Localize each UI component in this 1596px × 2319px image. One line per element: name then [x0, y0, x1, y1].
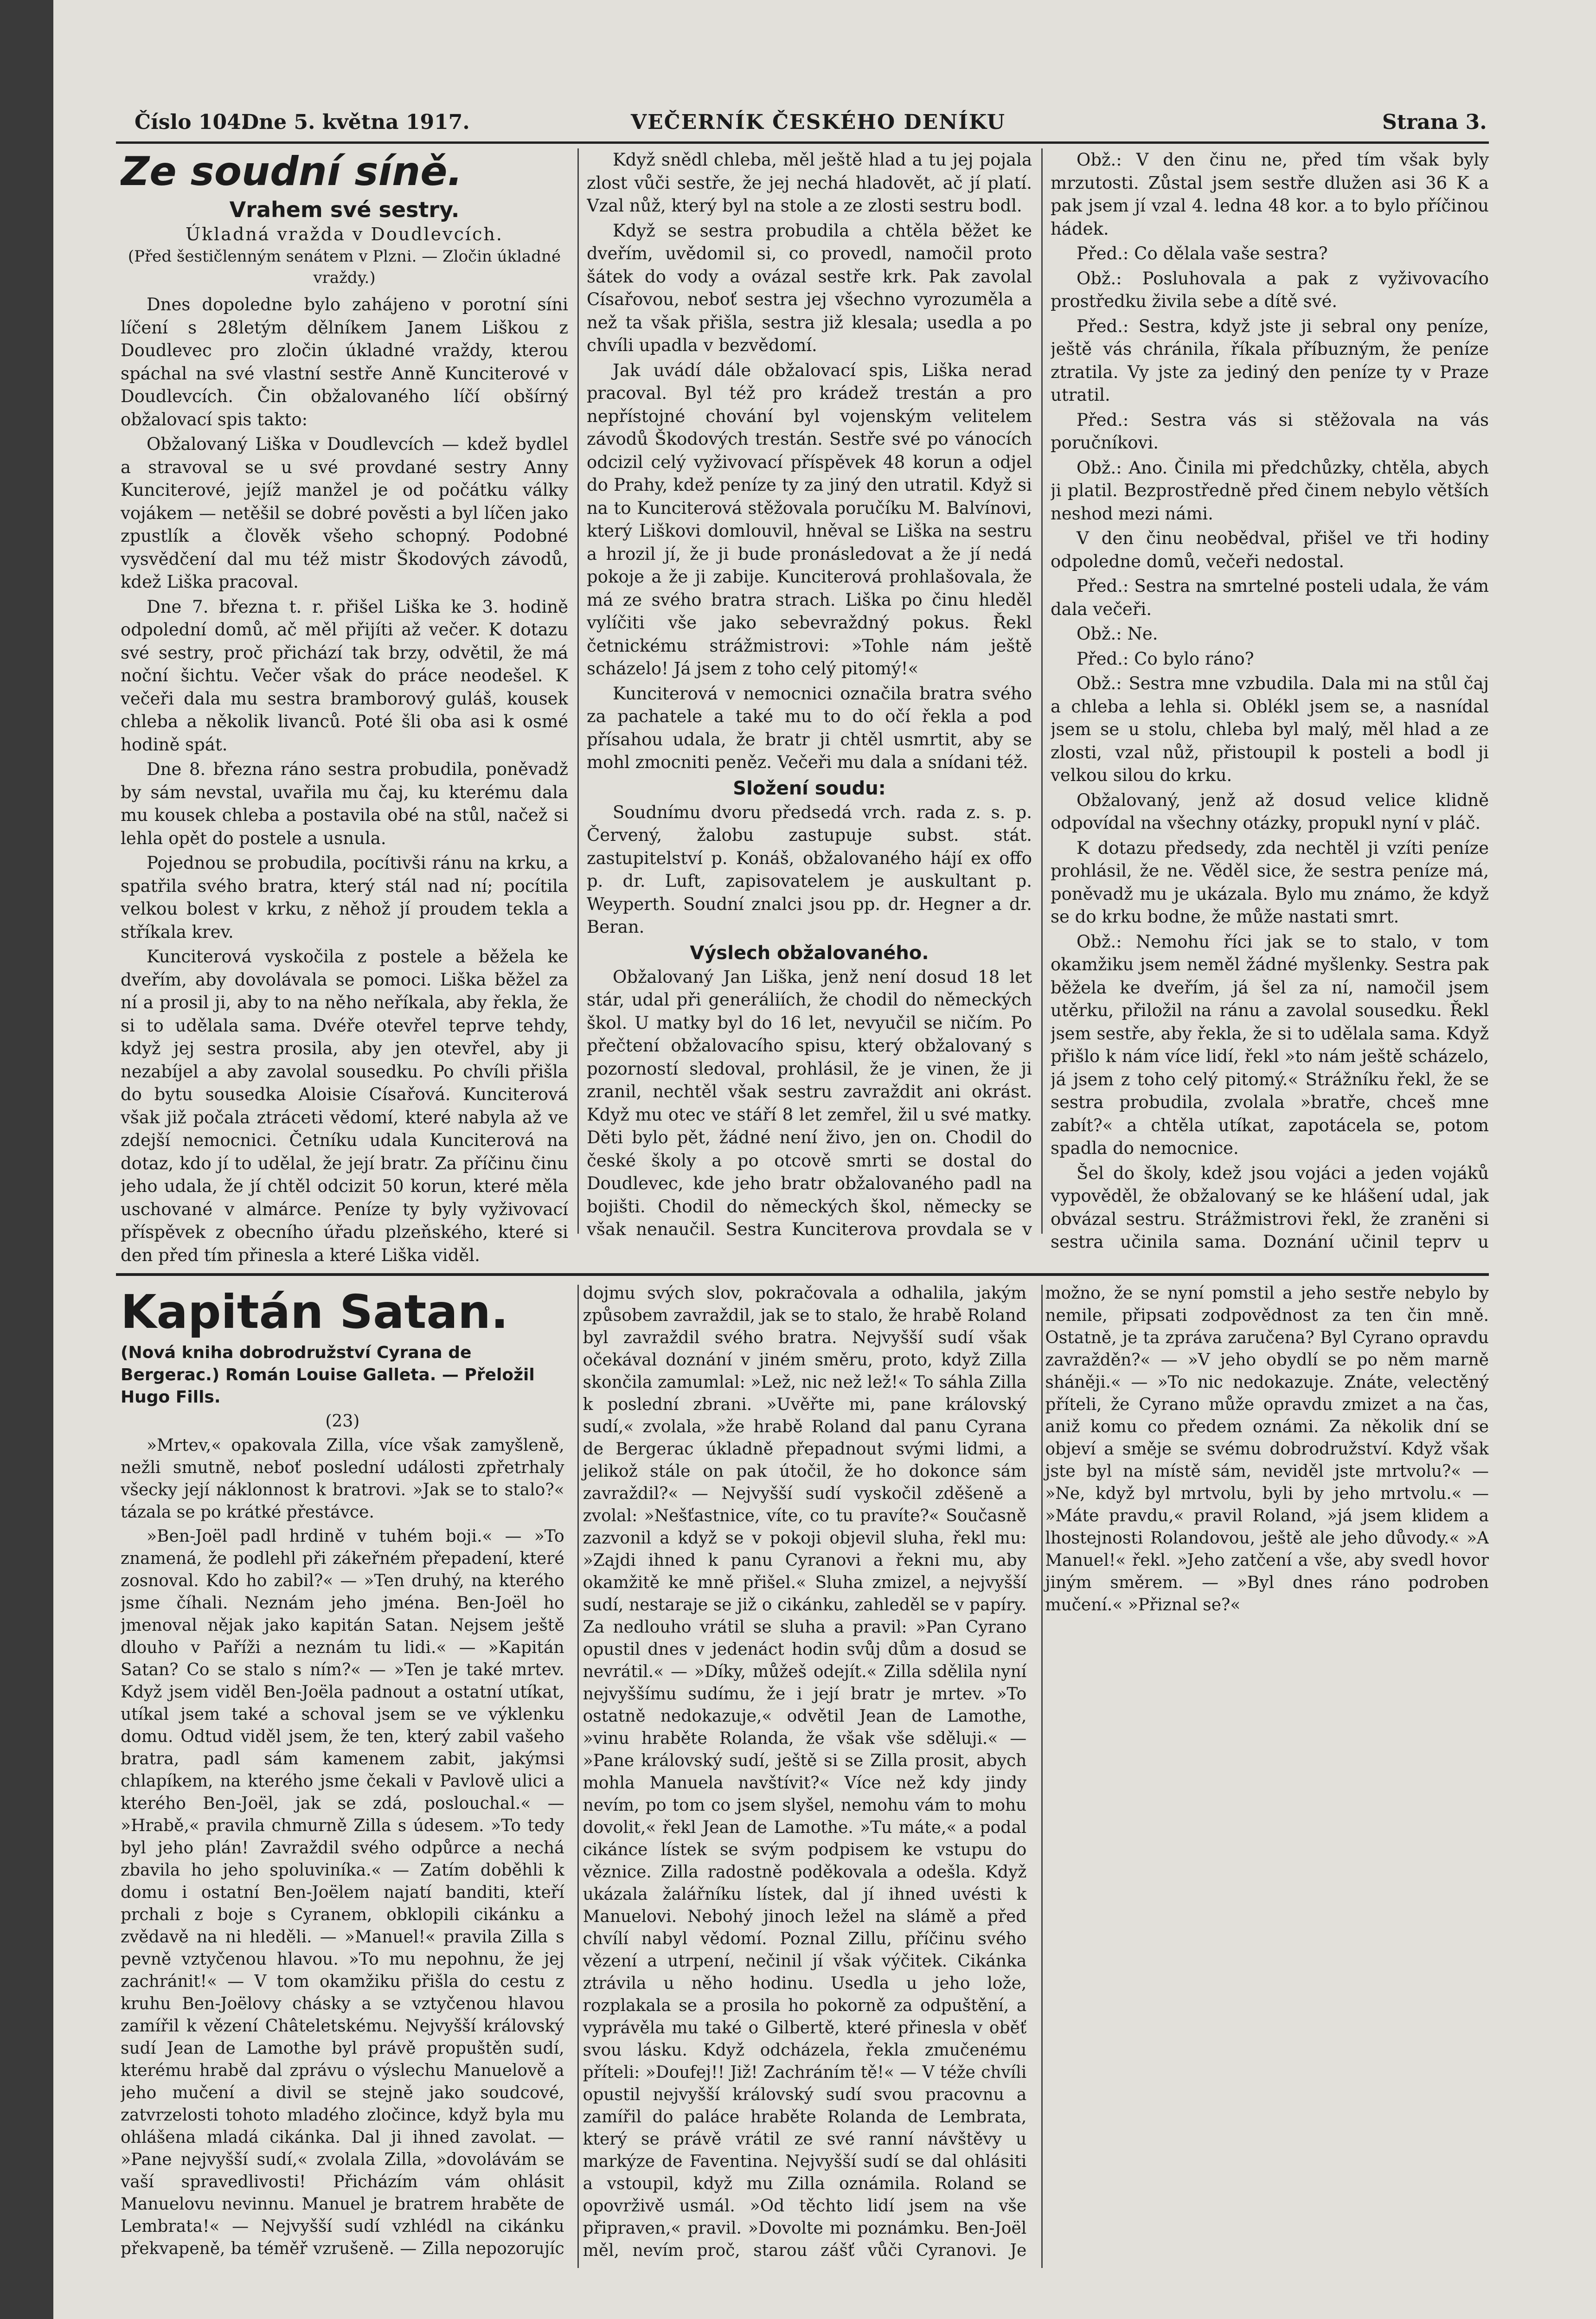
column-rule — [1041, 148, 1043, 1234]
issue-number: Číslo 104. — [135, 110, 249, 134]
page-number: Strana 3. — [1382, 110, 1487, 134]
section-separator — [116, 1273, 1489, 1276]
court-column-2 — [587, 148, 1032, 1243]
dialogue-line: Šel do školy, kdež jsou vojáci a jeden vojáků vypověděl, že obžalovaný se ke hlášení udal, jak obvázal sestru. Strážmistrovi řekl, že zraněni si sestra učinila sama. Doznání učinil teprv u — [1051, 1163, 1489, 1252]
dialogue-line: Obž.: V den činu ne, před tím však byly mrzutosti. Zůstal jsem sestře dlužen asi 36 K a pak jsem jí vzal 4. ledna 48 kor. a to bylo příčinou hádek. — [1051, 150, 1489, 239]
header-rule — [116, 141, 1489, 144]
article-headline: Vrahem své sestry. — [229, 197, 460, 222]
dialogue-line: V den činu neobědval, přišel ve tři hodiny odpoledne domů, večeři nedostal. — [1051, 528, 1489, 571]
issue-date: Dne 5. května 1917. — [241, 110, 470, 134]
court-column-3 — [1051, 148, 1489, 1252]
adjacent-page-edge — [5, 56, 49, 2282]
paragraph: Kunciterová v nemocnici označila bratra svého za pachatele a také mu to do očí řekla a pod přísahou udala, že bratr ji chtěl usmrtit, aby se mohl zmocniti peněz. Večeři mu dala a snídani též. — [587, 683, 1032, 772]
article-subheadline: Úkladná vražda v Doudlevcích. — [186, 224, 503, 244]
dialogue-line: Před.: Co bylo ráno? — [1077, 648, 1254, 669]
paragraph: Obžalovaný Liška v Doudlevcích — kdež bydlel a stravoval se u své provdané sestry Anny Kunciterové, jejíž manžel je od počátku války vojákem — netěšil se dobré pověsti a byl líčen jako zpustlík a člověk všeho schopný. Podobné vysvědčení dal mu též mistr Škodových závodů, kdež Liška pracoval. — [121, 434, 568, 592]
paragraph: Dne 7. března t. r. přišel Liška ke 3. hodině odpolední domů, ač měl přijíti až večer. K dotazu své sestry, proč přichází tak brzy, odvětil, že má noční šichtu. Večer však do práce neodešel. K večeři dala mu sestra bramborový guláš, kousek chleba a několik livanců. Poté šli oba asi k osmé hodině spát. — [121, 596, 568, 755]
court-column-1 — [121, 148, 568, 1266]
section-title: Ze soudní síně. — [121, 148, 463, 195]
dialogue-line: Obž.: Ne. — [1077, 624, 1158, 644]
serial-subtitle: (Nová kniha dobrodružství Cyrana de Bergerac.) Román Louise Galleta. — Přeložil Hugo Fills. — [121, 1343, 535, 1407]
paragraph: Kunciterová vyskočila z postele a běžela ke dveřím, aby dovolávala se pomoci. Liška běžel za ní a prosil ji, aby to na něho neříkala, aby řekla, že si to udělala sama. Dvéře otevřel teprve tehdy, když jej sestra prosila, aby jen otevřel, aby ji nezabíjel a aby zavolal sousedku. Po chvíli přišla do bytu sousedka Aloisie Císařová. Kunciterová však již počala ztráceti vědomí, které nabyla až ve zdejší nemocnici. Četníku udala Kunciterová na dotaz, kdo jí to udělal, že její bratr. Za příčinu činu jeho udala, že jí chtěl odcizit 50 korun, které měla uschované v almárce. Peníze ty byly vyživovací příspěvek z obecního úřadu plzeňského, které si den před tím přinesla a které Liška viděl. — [121, 947, 568, 1265]
dialogue-line: K dotazu předsedy, zda nechtěl ji vzíti peníze prohlásil, že ne. Věděl sice, že sestra peníze má, poněvadž mu je ukázala. Bylo mu známo, že když se do krku bodne, že může nastati smrt. — [1051, 838, 1489, 927]
column-rule — [577, 148, 579, 1234]
paragraph: »Ben-Joël padl hrdině v tuhém boji.« — »To znamená, že podlehl při zákeřném přepadení, které zosnoval. Kdo ho zabil?« — »Ten druhý, na kterého jsme číhali. Neznám jeho jména. Ben-Joël ho jmenoval nějak jako kapitán Satan. Nejsem ještě dlouho v Paříži a neznám tu lidi.« — »Kapitán Satan? Co se stalo s ním?« — »Ten je také mrtev. Když jsem viděl Ben-Joëla padnout a ostatní utíkat, utíkal jsem také a schoval jsem se ve výklenku domu. Odtud viděl jsem, že ten, který zabil vašeho bratra, padl sám kamenem zabit, jakýmsi chlapíkem, na kterého jsme čekali v Pavlově ulici a kterého Ben-Joël, jak se zdá, poslouchal.« — »Hrabě,« pravila chmurně Zilla s údesem. »To tedy byl jeho plán! Zavraždil svého odpůrce a nechá zbavila ho jeho spoluviníka.« — Zatím doběhli k domu i ostatní Ben-Joëlem najatí banditi, kteří prchali z boje s Cyranem, obklopili cikánku a zvědavě na ni hleděli. — »Manuel!« pravila Zilla s pevně vztyčenou hlavou. »To mu nepohnu, že jej zachránit!« — V tom okamžiku přišla do cestu z kruhu Ben-Joëlovy chásky a se vztyčenou hlavou zamířil k vězení Châteletskému. Nejvyšší královský sudí Jean de Lamothe byl právě propuštěn sudí, kterému hrabě dal zprávu o výslechu Manuelově a jeho mučení a divil se stejně jako soudcové, zatvrzelosti tohoto mladého zločince, když byla mu ohlášena mladá cikánka. Dal ji ihned zavolat. — »Pane nejvyšší sudí,« zvolala Zilla, »dovolávám se vaší spravedlivosti! Přicházím vám ohlásit Manuelovu nevinnu. Manuel je bratrem hraběte de Lembrata!« — Nejvyšší sudí vzhlédl na cikánku překvapeně, ba téměř vzrušeně. — Zilla nepozorujíc dojmu svých slov, pokračovala a odhalila, jakým způsobem zavraždil, jak se to stalo, že hrabě Roland byl zavraždil svého bratra. Nejvyšší sudí však očekával doznání v jiném směru, proto, když Zilla skončila zamumlal: »Lež, nic než lež!« To sáhla Zilla k poslední zbrani. »Uvěřte mi, pane královský sudí,« zvolala, »že hrabě Roland dal panu Cyrana de Bergerac úkladně přepadnout svými lidmi, a jelikož stále on pak útočil, že ho dokonce sám zavraždil?« — Nejvyšší sudí vyskočil zděšeně a zvolal: »Nešťastnice, víte, co tu pravíte?« Současně zazvonil a když se v pokoji objevil sluha, řekl mu: »Zajdi ihned k panu Cyranovi a řekni mu, aby okamžitě ke mně přišel.« Sluha zmizel, a nejvyšší sudí, nestaraje se již o cikánku, zahleděl se v papíry. Za nedlouho vrátil se sluha a pravil: »Pan Cyrano opustil dnes v jedenáct hodin svůj dům a dosud se nevrátil.« — »Díky, můžeš odejít.« Zilla sdělila nyní nejvyššímu sudímu, že i její bratr je mrtev. »To ostatně nedokazuje,« odvětil Jean de Lamothe, »vinu hraběte Rolanda, že však vše sděluji.« — »Pane královský sudí, ještě si se Zilla prosit, abych mohla Manuela navštívit?« Více než kdy jindy nevím, po tom co jsem slyšel, nemohu vám to mohu dovolit,« řekl Jean de Lamothe. »Tu máte,« a podal cikánce lístek se svým podpisem ke vstupu do věznice. Zilla radostně poděkovala a odešla. Když ukázala žalářníku lístek, dal jí ihned uvésti k Manuelovi. Nebohý jinoch ležel na slámě a před chvílí nabyl vědomí. Poznal Zillu, příčinu svého vězení a utrpení, nečinil jí však výčitek. Cikánka ztrávila u něho hodinu. Usedla u jeho lože, rozplakala se a prosila ho pokorně za odpuštění, a vyprávěla mu také o Gilbertě, které přinesla v oběť svou lásku. Když odcházela, řekla zmučenému příteli: »Doufej!! Již! Zachráním tě!« — V téže chvíli opustil nejvyšší královský sudí svou pracovnu a zamířil do paláce hraběte Rolanda de Lembrata, který se právě vrátil ze své ranní návštěvy u markýze de Faventina. Nejvyšší sudí se dal ohlásiti a vstoupil, když mu Zilla oznámila. Roland se opovrživě usmál. »Od těchto lidí jsem na vše připraven,« pravil. »Dovolte mi poznámku. Ben-Joël měl, nevím proč, starou zášť vůči Cyranovi. Je možno, že se nyní pomstil a jeho sestře nebylo by nemile, připsati zodpovědnost za ten čin mně. Ostatně, je ta zpráva zaručena? Byl Cyrano opravdu zavražděn?« — »V jeho obydlí se po něm marně sháněji.« — »To nic nedokazuje. Znáte, velectěný příteli, že Cyrano může opravdu zmizet a na čas, aniž komu co předem oznámi. Za několik dní se objeví a směje se svému dobrodružství. Když však jste byl na místě sám, neviděl jste mrtvolu?« — »Ne, když byl mrtvolu, byli by jeho mrtvolu.« — »Máte pravdu,« pravil Roland, »já jsem klidem a lhostejnosti Rolandovou, ještě ale jeho důvody.« »A Manuel!« řekl. »Jeho zatčení a vše, aby svedl hovor jiným směrem. — »Byl dnes ráno podroben mučení.« »Přiznal se?« — [121, 1284, 1489, 2260]
dialogue-line: Před.: Co dělala vaše sestra? — [1077, 243, 1328, 263]
serial-story — [121, 1282, 1489, 2275]
paragraph: Obžalovaný Jan Liška, jenž není dosud 18 let stár, udal při generáliích, že chodil do německých škol. U matky byl do 16 let, nevyučil se ničím. Po přečtení obžalovacího spisu, který obžalovaný s pozorností sledoval, prohlásil, že je vinen, že ji zranil, nechtěl však sestru zavraždit ani okrást. Když mu otec ve stáří 8 let zemřel, žil u své matky. Děti bylo pět, žádné není živo, jen on. Chodil do české školy a po otcově smrti se dostal do Doudlevec, kde jeho bratr obžalovaného padl na bojišti. Chodil do německých škol, německy se však nenaučil. Sestra Kunciterova provdala se v — [587, 967, 1032, 1239]
masthead: VEČERNÍK ČESKÉHO DENÍKU — [631, 110, 1006, 134]
paragraph: Soudnímu dvoru předsedá vrch. rada z. s. p. Červený, žalobu zastupuje subst. stát. zastupitelství p. Konáš, obžalovaného hájí ex offo p. dr. Luft, zapisovatelem je auskultant p. Weyperth. Soudní znalci jsou pp. dr. Hegner a dr. Beran. — [587, 802, 1032, 937]
dialogue-line: Před.: Sestra, když jste ji sebral ony peníze, ještě vás chránila, říkala příbuzným, že peníze ztratila. Vy jste za jediný den peníze ty v Praze utratil. — [1051, 316, 1489, 405]
paragraph: Dne 8. března ráno sestra probudila, poněvadž by sám nevstal, uvařila mu čaj, ku kterému dala mu kousek chleba a postavila obé na stůl, načež si lehla opět do postele a usnula. — [121, 759, 568, 848]
dialogue-line: Obž.: Sestra mne vzbudila. Dala mi na stůl čaj a chleba a lehla si. Oblékl jsem se, a nasnídal jsem se u stolu, chleba byl malý, měl hlad a ze zlosti, vzal nůž, přistoupil k posteli a bodl ji velkou silou do krku. — [1051, 673, 1489, 785]
paragraph: »Mrtev,« opakovala Zilla, více však zamyšleně, nežli smutně, neboť poslední události zpřetrhaly všecky její náklonnost k bratrovi. »Jak se to stalo?« tázala se po krátké přestávce. — [121, 1436, 564, 1522]
dialogue-line: Obž.: Posluhovala a pak z vyživovacího prostředku živila sebe a dítě své. — [1051, 268, 1489, 311]
examination-heading: Výslech obžalovaného. — [690, 942, 929, 964]
installment-number: (23) — [325, 1412, 360, 1431]
dialogue-line: Obž.: Nemohu říci jak se to stalo, v tom okamžiku jsem neměl žádné myšlenky. Sestra pak běžela ke dveřím, já šel za ní, namočil jsem utěrku, přiložil na ránu a zavolal sousedku. Řekl jsem sestře, aby řekla, že si to udělala sama. Když přišlo k nám více lidí, řekl »to nám ještě scházelo, já jsem z toho celý pitomý.« Strážníku řekl, že se sestra probudila, zvolala »bratře, chceš mne zabít?« a chtěla utíkat, zapotácela se, potom spadla do nemocnice. — [1051, 931, 1489, 1158]
paragraph: Dnes dopoledne bylo zahájeno v porotní síni líčení s 28letým dělníkem Janem Liškou z Doudlevec pro zločin úkladné vraždy, kterou spáchal na své vlastní sestře Anně Kunciterové v Doudlevcích. Čin obžalovaného líčí obšírný obžalovací spis takto: — [121, 295, 568, 429]
paragraph: Když snědl chleba, měl ještě hlad a tu jej pojala zlost vůči sestře, že jej nechá hladovět, ač jí platí. Vzal nůž, který byl na stole a ze zlosti sestru bodl. — [587, 150, 1032, 216]
dialogue-line: Obžalovaný, jenž až dosud velice klidně odpovídal na všechny otázky, propukl nyní v pláč. — [1051, 790, 1489, 833]
serial-title: Kapitán Satan. — [121, 1285, 509, 1339]
dialogue-line: Obž.: Ano. Činila mi předchůzky, chtěla, abych ji platil. Bezprostředně před činem nebylo větších neshod mezi námi. — [1051, 457, 1489, 524]
article-note: (Před šestičlenným senátem v Plzni. — Zločin úkladné vraždy.) — [128, 247, 561, 287]
paragraph: Jak uvádí dále obžalovací spis, Liška nerad pracoval. Byl též pro krádež trestán a pro nepřístojné chování byl vojenským velitelem závodů Škodových trestán. Sestře své po vánocích odcizil celý vyživovací příspěvek 48 korun a odjel do Prahy, kdež peníze ty za jiný den utratil. Když si na to Kunciterová stěžovala poručíku M. Balvínovi, který Liškovi domlouvil, hněval se Liška na sestru a hrozil jí, že ji bude pronásledovat a že jí nedá pokoje a že ji zabije. Kunciterová prohlašovala, že má ze svého bratra strach. Liška po činu hleděl vylíčiti vše jako sebevraždný pokus. Řekl četnickému strážmistrovi: »Tohle nám ještě scházelo! Já jsem z toho celý pitomý!« — [587, 360, 1032, 679]
paragraph: Když se sestra probudila a chtěla běžet ke dveřím, uvědomil si, co provedl, namočil proto šátek do vody a ovázal sestře krk. Pak zavolal Císařovou, neboť sestra jej všechno vyrozuměla a než ta však přišla, sestra již klesala; usedla a po chvíli upadla v bezvědomí. — [587, 220, 1032, 355]
dialogue-line: Před.: Sestra na smrtelné posteli udala, že vám dala večeři. — [1051, 576, 1489, 619]
dialogue-line: Před.: Sestra vás si stěžovala na vás poručníkovi. — [1051, 410, 1489, 453]
paragraph: Pojednou se probudila, pocítivši ránu na krku, a spatřila svého bratra, který stál nad ní; pocítila velkou bolest v krku, z něhož jí proudem tekla a stříkala krev. — [121, 853, 568, 942]
court-composition-heading: Složení soudu: — [733, 777, 886, 799]
